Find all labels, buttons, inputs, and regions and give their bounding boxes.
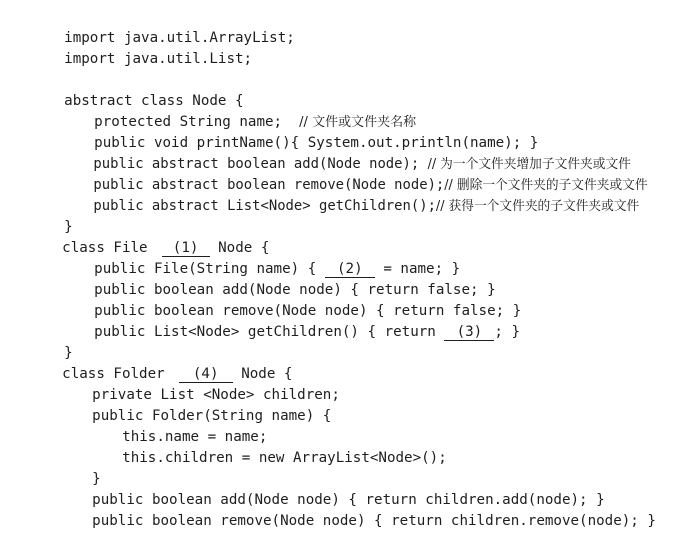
- code-text: public abstract List<Node> getChildren();: [93, 198, 436, 214]
- code-text: Node {: [209, 240, 270, 256]
- blank-1: (1): [162, 240, 210, 257]
- code-text: Node {: [232, 366, 293, 382]
- code-text: }: [64, 345, 73, 361]
- code-text: ; }: [494, 324, 521, 340]
- code-text: public boolean remove(Node node) { return children.remove(node); }: [92, 513, 656, 529]
- code-text: class File: [62, 240, 148, 256]
- code-text: public void printName(){ System.out.println(name); }: [94, 135, 539, 151]
- code-text: public Folder(String name) {: [92, 408, 332, 424]
- code-text: class Folder: [62, 366, 165, 382]
- code-text: import java.util.ArrayList;: [64, 30, 295, 46]
- code-text: public boolean add(Node node) { return children.add(node); }: [92, 492, 605, 508]
- code-text: public boolean add(Node node) { return false; }: [94, 282, 496, 298]
- code-comment: // 为一个文件夹增加子文件夹或文件: [427, 157, 631, 172]
- code-text: public File(String name) {: [94, 261, 325, 277]
- blank-2: (2): [325, 261, 375, 278]
- code-text: public boolean remove(Node node) { return false; }: [94, 303, 522, 319]
- code-text: this.name = name;: [122, 429, 268, 445]
- code-text: public List<Node> getChildren() { return: [94, 324, 445, 340]
- code-text: public abstract boolean add(Node node);: [93, 156, 428, 172]
- blank-3: (3): [444, 324, 494, 341]
- code-text: import java.util.List;: [64, 51, 253, 67]
- code-text: this.children = new ArrayList<Node>();: [122, 450, 447, 466]
- code-comment: // 文件或文件夹名称: [299, 115, 417, 130]
- code-comment: // 删除一个文件夹的子文件夹或文件: [444, 178, 648, 193]
- code-comment: // 获得一个文件夹的子文件夹或文件: [435, 199, 640, 214]
- code-text: abstract class Node {: [64, 93, 244, 109]
- code-text: = name; }: [374, 261, 461, 277]
- code-text: private List <Node> children;: [92, 387, 340, 403]
- blank-4: (4): [179, 366, 233, 383]
- code-text: protected String name;: [94, 114, 300, 130]
- code-text: public abstract boolean remove(Node node);: [93, 177, 445, 193]
- code-line: [58, 491, 656, 551]
- code-text: }: [92, 471, 101, 487]
- code-text: }: [64, 219, 73, 235]
